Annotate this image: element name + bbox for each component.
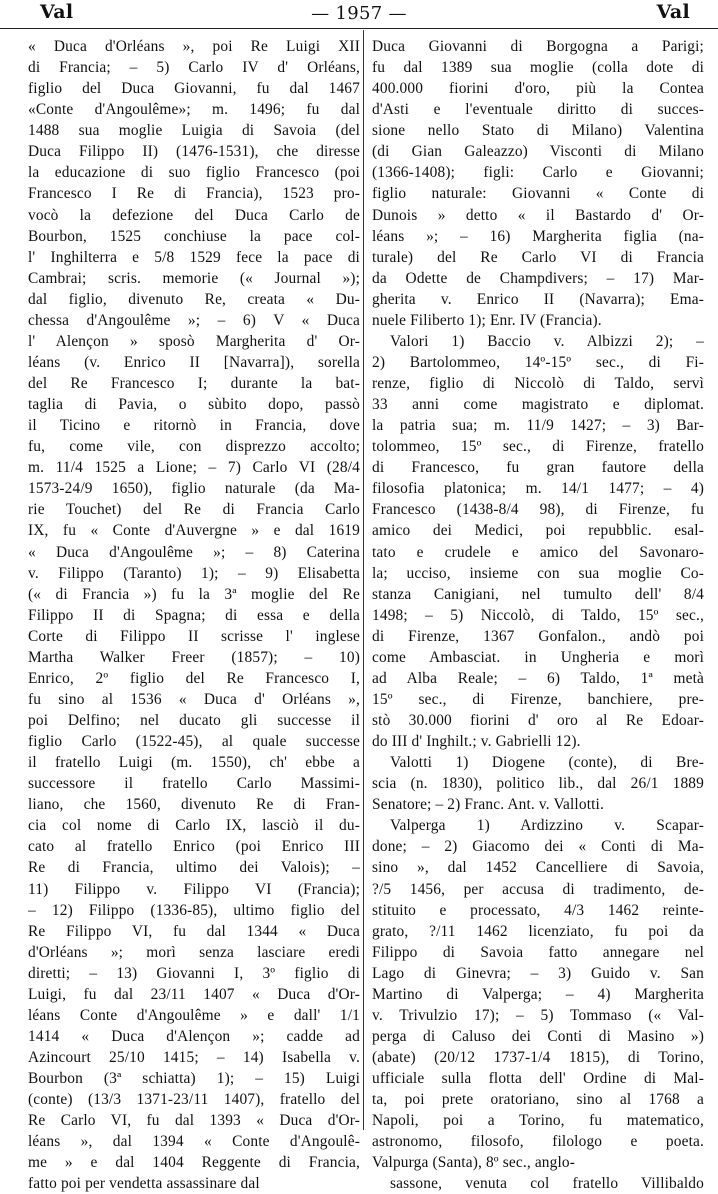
text-line: me » e dal 1404 Reggente di Francia, [28,1154,360,1172]
text-line: Luigi, fu dal 23/11 1407 « Duca d'Or- [28,985,360,1003]
text-line: diretti; – 13) Giovanni I, 3º figlio di [28,964,360,982]
text-line: léans (v. Enrico II [Navarra]), sorella [28,353,360,371]
text-line: taglia di Pavia, o sùbito dopo, passò [28,396,360,414]
text-line: (di Gian Galeazzo) Visconti di Milano [372,143,704,161]
text-line: 11) Filippo v. Filippo VI (Francia); [28,880,360,898]
text-line: Filippo di Savoia fatto annegare nel [372,943,704,961]
text-line: renze, figlio di Niccolò di Taldo, servì [372,375,704,392]
text-line: grato, ?/11 1462 licenziato, fu poi da [372,922,704,940]
text-line: léans Conte d'Angoulême » e dall' 1/1 [28,1006,360,1024]
text-line: Duca Giovanni di Borgogna a Parigi; [372,38,704,55]
text-line: da Odette de Champdivers; – 17) Mar- [372,269,704,287]
text-line: amico dei Medici, poi repubblic. esal- [372,522,704,540]
text-line: «Conte d'Angoulême»; m. 1496; fu dal [28,101,360,119]
text-line: il fratello Luigi (m. 1550), ch' ebbe a [28,754,360,772]
text-line: Valotti 1) Diogene (conte), di Bre- [390,754,704,772]
text-line: Valpurga (Santa), 8º sec., anglo- [372,1154,576,1172]
text-line: rie Touchet) del Re di Francia Carlo [28,501,360,519]
text-line: léans », dal 1394 « Conte d'Angoulê- [28,1133,360,1151]
text-line: stanza Canigiani, nel tumulto dell' 8/4 [372,585,704,603]
header-right-keyword: Val [656,1,690,23]
text-line: vocò la defezione del Duca Carlo de [28,206,360,224]
text-line: turale) del Re Carlo VI di Francia [372,248,704,266]
text-line: do III d' Inghilt.; v. Gabrielli 12). [372,733,581,751]
text-line: 1573-24/9 1650), figlio naturale (da Ma- [28,480,360,498]
text-line: fu, come vile, con disprezzo accolto; [28,438,360,456]
text-line: stituito e processato, 4/3 1462 reinte- [372,901,704,919]
text-line: Re Carlo VI, fu dal 1393 « Duca d'Or- [28,1112,360,1130]
text-line: Enrico, 2º figlio del Re Francesco I, [28,669,360,687]
text-line: astronomo, filosofo, filologo e poeta. [372,1133,704,1151]
text-line: Dunois » detto « il Bastardo d' Or- [372,206,704,224]
text-line: ?/5 1456, per accusa di tradimento, de- [372,880,704,898]
text-line: Re Filippo VI, fu dal 1344 « Duca [28,922,360,940]
text-line: l' Alençon » sposò Margherita d' Or- [28,332,360,350]
text-line: 1498; – 5) Niccolò, di Taldo, 15º sec., [372,606,704,624]
text-line: Napoli, poi a Torino, fu matematico, [372,1112,704,1130]
text-line: successore il fratello Carlo Massimi- [28,775,360,793]
text-line: Azincourt 25/10 1415; – 14) Isabella v. [28,1049,360,1066]
text-line: la patria sua; m. 11/9 1427; – 3) Bar- [372,417,704,435]
text-line: ufficiale sulla flotta dell' Ordine di Mal- [372,1070,704,1088]
text-line: cia col nome di Carlo IX, lasciò il du- [28,817,360,835]
text-line: IX, fu « Conte d'Auvergne » e dal 1619 [28,522,360,540]
text-line: tato e crudele e amico del Savonaro- [372,543,704,561]
page-header [0,0,718,29]
text-line: Martha Walker Freer (1857); – 10) [28,648,360,666]
text-line: (« di Francia ») fu la 3ª moglie del Re [28,585,360,603]
text-line: liano, che 1560, divenuto Re di Fran- [28,796,360,814]
text-line: d'Orléans »; morì senza lasciare eredi [28,943,360,961]
text-line: Bourbon, 1525 conchiuse la pace col- [28,227,360,245]
text-line: chessa d'Angoulême »; – 6) V « Duca [28,311,360,329]
text-line: m. 11/4 1525 a Lione; – 7) Carlo VI (28/4 [28,459,360,477]
text-line: 2) Bartolommeo, 14º-15º sec., di Fi- [372,353,704,371]
text-line: figlio del Duca Giovanni, fu dal 1467 [28,80,360,98]
text-line: Corte di Filippo II scrisse l' inglese [28,627,360,645]
text-line: Re di Francia, ultimo dei Valois); – [28,859,360,877]
text-line: Valperga 1) Ardizzino v. Scapar- [390,817,704,835]
text-line: Francesco (1438-8/4 98), di Firenze, fu [372,501,704,519]
text-line: 1414 « Duca d'Alençon »; cadde ad [28,1027,360,1045]
text-line: Cambrai; scris. memorie (« Journal »); [28,269,360,287]
text-line: « Duca d'Angoulême »; – 8) Caterina [28,543,360,561]
column-divider [363,30,364,1130]
text-line: Filippo II di Spagna; di essa e della [28,606,360,624]
text-line: l' Inghilterra e 5/8 1529 fece la pace di [28,248,360,266]
text-line: di Francesco, fu gran fautore della [372,459,704,477]
text-line: gherita v. Enrico II (Navarra); Ema- [372,290,704,308]
text-line: v. Trivulzio 17); – 5) Tommaso (« Val- [372,1006,704,1024]
text-line: figlio Carlo (1522-45), al quale successe [28,733,360,751]
text-line: sassone, venuta col fratello Villibaldo [390,1175,704,1193]
text-line: la educazione di suo figlio Francesco (poi [28,164,360,182]
text-line: ta, poi prete oratoriano, sino al 1768 a [372,1091,704,1109]
text-line: scia (n. 1830), politico lib., dal 26/1 1889 [372,775,704,793]
text-line: d'Asti e l'eventuale diritto di succes- [372,101,704,119]
text-line: stò 30.000 fiorini d' oro al Re Edoar- [372,712,704,729]
text-line: 400.000 fiorini d'oro, più la Contea [372,80,704,98]
text-line: di Francia; – 5) Carlo IV d' Orléans, [28,59,360,77]
text-line: v. Filippo (Taranto) 1); – 9) Elisabetta [28,564,360,582]
text-line: Bourbon (3ª schiatta) 1); – 15) Luigi [28,1070,360,1088]
text-line: « Duca d'Orléans », poi Re Luigi XII [28,38,360,55]
text-line: Valori 1) Baccio v. Albizzi 2); – [390,332,704,350]
text-line: il Ticino e ritornò in Francia, dove [28,417,360,435]
text-line: fu sino al 1536 « Duca d' Orléans », [28,690,360,708]
text-line: – 12) Filippo (1336-85), ultimo figlio del [28,901,360,919]
text-line: dal figlio, divenuto Re, creata « Du- [28,290,360,308]
text-line: la; ucciso, insieme con sua moglie Co- [372,564,704,582]
left-column [28,36,360,1194]
text-line: come Ambasciat. in Ungheria e morì [372,648,704,666]
text-line: 33 anni come magistrato e diplomat. [372,396,704,414]
text-line: di Firenze, 1367 Gonfalon., andò poi [372,627,704,645]
text-line: fatto poi per vendetta assassinare dal [28,1175,260,1193]
text-line: filosofia platonica; m. 14/1 1477; – 4) [372,480,704,498]
text-line: Duca Filippo II) (1476-1531), che diresse [28,143,360,161]
text-line: ad Alba Reale; – 6) Taldo, 1ª metà [372,669,704,687]
text-line: 1488 sua moglie Luigia di Savoia (del [28,122,360,140]
text-line: del Re Francesco I; durante la bat- [28,375,360,392]
text-line: léans »; – 16) Margherita figlia (na- [372,227,704,245]
text-line: (abate) (20/12 1737-1/4 1815), di Torino, [372,1049,704,1066]
text-line: Francesco I Re di Francia), 1523 pro- [28,185,360,203]
text-line: figlio naturale: Giovanni « Conte di [372,185,704,203]
text-line: perga di Caluso dei Conti di Masino ») [372,1027,704,1045]
text-line: nuele Filiberto 1); Enr. IV (Francia). [372,311,602,329]
text-line: cato al fratello Enrico (poi Enrico III [28,838,360,856]
text-line: Senatore; – 2) Franc. Ant. v. Vallotti. [372,796,604,814]
text-line: Lago di Ginevra; – 3) Guido v. San [372,964,704,982]
text-line: 15º sec., di Firenze, banchiere, pre- [372,690,704,708]
text-line: poi Delfino; nel ducato gli successe il [28,712,360,729]
right-column [372,36,704,1194]
text-line: tolommeo, 15º sec., di Firenze, fratello [372,438,704,456]
page-number: — 1957 — [311,3,407,24]
text-line: (1366-1408); figli: Carlo e Giovanni; [372,164,704,182]
header-left-keyword: Val [40,1,74,23]
text-line: Martino di Valperga; – 4) Margherita [372,985,704,1003]
text-line: sino », dal 1452 Cancelliere di Savoia, [372,859,704,877]
text-line: fu dal 1389 sua moglie (colla dote di [372,59,704,77]
text-line: (conte) (13/3 1371-23/11 1407), fratello del [28,1091,360,1109]
text-line: sione nello Stato di Milano) Valentina [372,122,704,140]
text-line: done; – 2) Giacomo dei « Conti di Ma- [372,838,704,856]
